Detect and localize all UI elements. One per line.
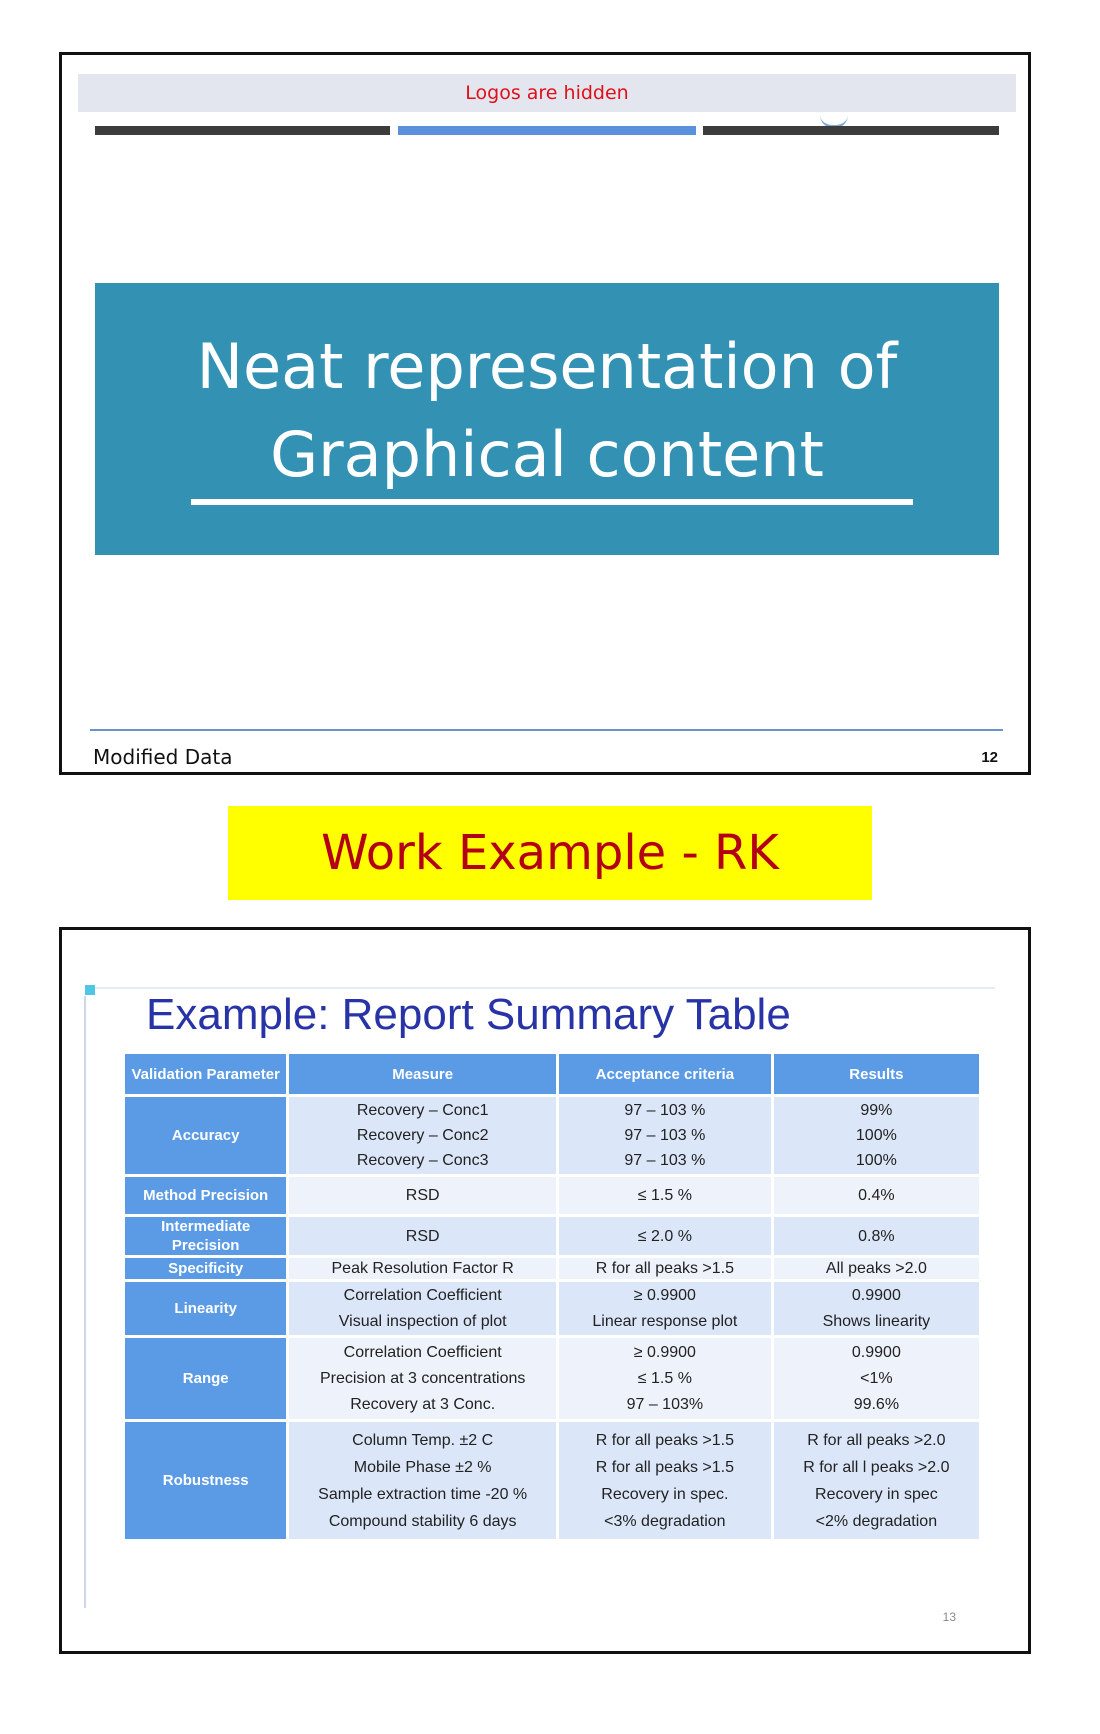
results-cell: [772, 1176, 980, 1216]
validation-parameter-cell: Method Precision: [124, 1176, 288, 1216]
criteria-line: ≥ 0.9900: [633, 1286, 696, 1304]
validation-parameter-cell: Range: [124, 1337, 288, 1421]
table-row: [124, 1421, 981, 1541]
measure-line: Correlation Coefficient: [343, 1343, 502, 1361]
results-line: 0.9900: [851, 1343, 901, 1361]
header-validation-parameter: Validation Parameter: [124, 1053, 288, 1096]
measure-line: Recovery – Conc3: [356, 1152, 489, 1169]
results-cell: [772, 1096, 980, 1176]
criteria-line: R for all peaks >1.5: [595, 1458, 734, 1476]
header-bar-left: [95, 126, 390, 135]
validation-parameter-cell: Intermediate Precision: [124, 1216, 288, 1257]
results-line: <2% degradation: [815, 1512, 938, 1530]
header-bar-middle: [398, 126, 696, 135]
results-cell: [772, 1281, 980, 1337]
criteria-line: <3% degradation: [604, 1512, 726, 1530]
measure-line: Precision at 3 concentrations: [319, 1369, 526, 1387]
results-line: R for all peaks >2.0: [807, 1431, 946, 1449]
table-header-row: [124, 1053, 981, 1096]
measure-cell: [288, 1337, 558, 1421]
work-example-banner: Work Example - RK: [228, 806, 872, 900]
measure-line: Mobile Phase ±2 %: [353, 1458, 492, 1476]
measure-cell: [288, 1421, 558, 1541]
criteria-line: ≥ 0.9900: [633, 1343, 696, 1361]
header-bar-right: [703, 126, 999, 135]
slide-13: [59, 927, 1031, 1654]
criteria-cell: [557, 1421, 772, 1541]
corner-accent: [85, 985, 95, 995]
results-cell: [772, 1257, 980, 1281]
criteria-line: ≤ 1.5 %: [637, 1369, 692, 1387]
table-row: [124, 1176, 981, 1216]
results-cell: [772, 1337, 980, 1421]
criteria-cell: [557, 1281, 772, 1337]
criteria-cell: [557, 1096, 772, 1176]
side-rule: [84, 996, 86, 1608]
criteria-line: 97 – 103 %: [624, 1152, 706, 1169]
criteria-line: R for all peaks >1.5: [595, 1259, 734, 1277]
slide-title: [95, 323, 999, 499]
measure-line: RSD: [405, 1187, 440, 1204]
results-line: 99.6%: [853, 1395, 900, 1413]
criteria-line: 97 – 103 %: [624, 1102, 706, 1119]
validation-parameter-cell: Robustness: [124, 1421, 288, 1541]
criteria-line: ≤ 2.0 %: [637, 1227, 692, 1245]
slide-title-box: [95, 283, 999, 555]
criteria-line: 97 – 103 %: [624, 1127, 706, 1144]
results-line: Shows linearity: [822, 1312, 931, 1330]
table-body: [124, 1096, 981, 1541]
criteria-cell: [557, 1176, 772, 1216]
results-line: 100%: [855, 1152, 897, 1169]
results-cell: [772, 1421, 980, 1541]
slide-title-line-1: Neat representation of: [196, 330, 898, 403]
measure-line: RSD: [405, 1227, 440, 1245]
results-line: 0.4%: [858, 1187, 895, 1204]
table-row: [124, 1096, 981, 1176]
report-summary-table: [122, 1051, 982, 1542]
header-acceptance-criteria: Acceptance criteria: [557, 1053, 772, 1096]
measure-line: Recovery – Conc2: [356, 1127, 489, 1144]
validation-parameter-cell: Linearity: [124, 1281, 288, 1337]
table-row: [124, 1257, 981, 1281]
measure-cell: [288, 1096, 558, 1176]
measure-cell: [288, 1257, 558, 1281]
page-number: 12: [981, 749, 998, 766]
measure-cell: [288, 1176, 558, 1216]
criteria-line: Linear response plot: [592, 1312, 738, 1330]
results-cell: [772, 1216, 980, 1257]
footer-divider: [90, 729, 1003, 731]
top-rule: [95, 987, 995, 989]
criteria-line: Recovery in spec.: [601, 1485, 729, 1503]
slide-12: [59, 52, 1031, 775]
table-row: [124, 1337, 981, 1421]
table-row: [124, 1281, 981, 1337]
footer-label: Modified Data: [93, 745, 233, 769]
validation-parameter-cell: Accuracy: [124, 1096, 288, 1176]
results-line: 99%: [860, 1102, 893, 1119]
slide-title: Example: Report Summary Table: [146, 990, 791, 1039]
results-line: R for all l peaks >2.0: [803, 1458, 950, 1476]
criteria-cell: [557, 1216, 772, 1257]
criteria-line: ≤ 1.5 %: [637, 1187, 692, 1204]
measure-cell: [288, 1281, 558, 1337]
slide-title-line-2: Graphical content: [270, 418, 824, 491]
measure-line: Recovery – Conc1: [356, 1102, 489, 1119]
results-line: 0.8%: [858, 1227, 895, 1245]
criteria-line: R for all peaks >1.5: [595, 1431, 734, 1449]
page-number: 13: [942, 1610, 956, 1624]
results-line: All peaks >2.0: [825, 1259, 927, 1277]
header-results: Results: [772, 1053, 980, 1096]
title-underline: [191, 499, 913, 505]
header-measure: Measure: [288, 1053, 558, 1096]
measure-line: Peak Resolution Factor R: [331, 1259, 514, 1277]
results-line: 100%: [855, 1127, 897, 1144]
logo-hidden-notice: Logos are hidden: [78, 74, 1016, 112]
criteria-cell: [557, 1337, 772, 1421]
measure-line: Compound stability 6 days: [328, 1512, 517, 1530]
measure-line: Sample extraction time -20 %: [318, 1485, 528, 1503]
criteria-line: 97 – 103%: [626, 1395, 704, 1413]
measure-line: Column Temp. ±2 C: [352, 1431, 494, 1449]
measure-line: Correlation Coefficient: [343, 1286, 502, 1304]
results-line: <1%: [860, 1369, 893, 1387]
results-line: 0.9900: [851, 1286, 901, 1304]
results-line: Recovery in spec: [815, 1485, 938, 1503]
table-row: [124, 1216, 981, 1257]
criteria-cell: [557, 1257, 772, 1281]
measure-line: Visual inspection of plot: [338, 1312, 507, 1330]
validation-parameter-cell: Specificity: [124, 1257, 288, 1281]
measure-cell: [288, 1216, 558, 1257]
measure-line: Recovery at 3 Conc.: [350, 1395, 496, 1413]
